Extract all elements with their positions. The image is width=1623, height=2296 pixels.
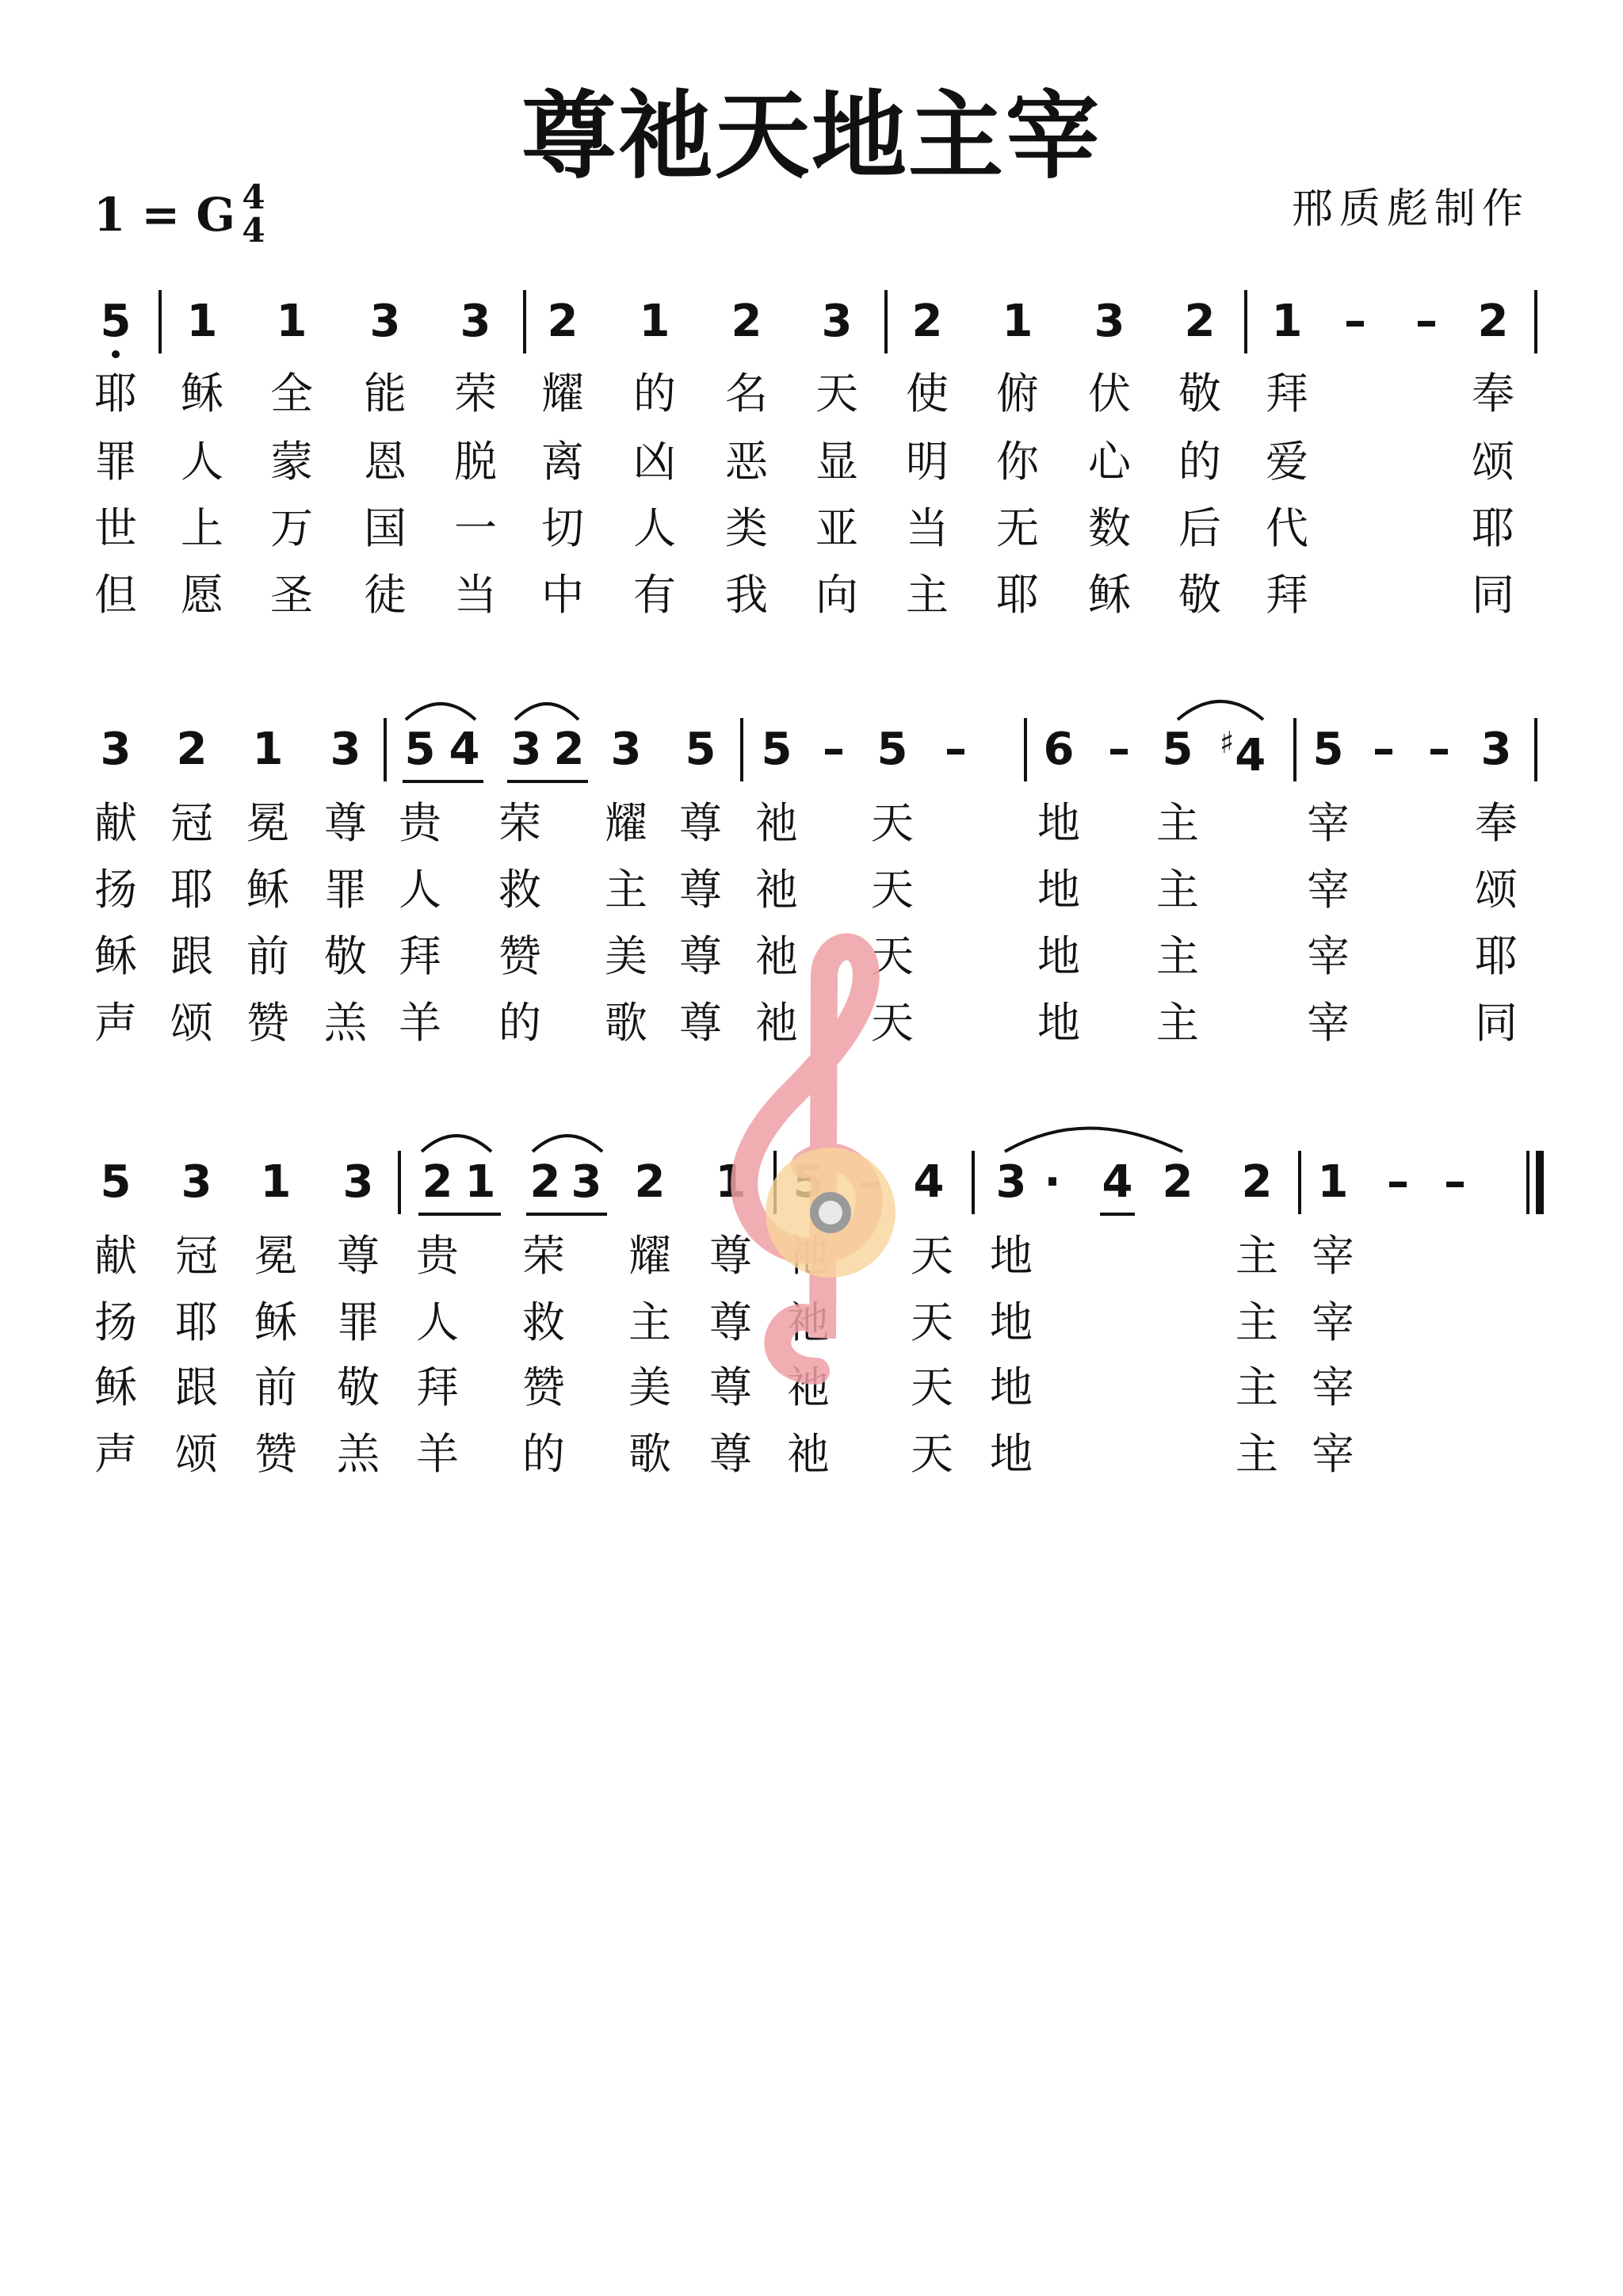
- dash: –: [1428, 724, 1450, 775]
- lyric-char: 主: [1156, 931, 1199, 981]
- note: 5: [685, 724, 716, 775]
- lyric-char: 颂: [170, 998, 213, 1048]
- lyric-char: 主: [1156, 998, 1199, 1048]
- lyric-char: 稣: [246, 865, 289, 915]
- lyric-char: 地: [1037, 798, 1080, 848]
- lyric-char: 声: [94, 998, 137, 1048]
- lyric-char: 凶: [633, 437, 676, 487]
- lyric-char: 我: [725, 570, 768, 620]
- note: 3: [1094, 296, 1125, 347]
- lyric-char: 地: [990, 1429, 1033, 1479]
- lyric-char: 颂: [1472, 437, 1514, 487]
- note: 2: [1477, 296, 1509, 347]
- note: 5: [100, 1156, 132, 1208]
- lyric-char: 向: [815, 570, 858, 620]
- lyric-char: 颂: [1475, 865, 1518, 915]
- lyric-char: 地: [1037, 931, 1080, 981]
- lyric-char: 祂: [755, 798, 798, 848]
- lyric-char: 罪: [337, 1297, 380, 1347]
- lyric-char: 恶: [725, 437, 768, 487]
- note: 5: [1312, 724, 1344, 775]
- note: 3: [995, 1156, 1027, 1208]
- lyric-char: 敬: [1178, 369, 1221, 418]
- note: 1: [1002, 296, 1033, 347]
- lyric-char: 稣: [94, 931, 137, 981]
- lyric-char: 主: [906, 570, 949, 620]
- note: 6: [1043, 724, 1075, 775]
- lyric-char: 宰: [1312, 1429, 1354, 1479]
- lyric-char: 尊: [709, 1429, 752, 1479]
- lyric-char: 主: [1235, 1231, 1278, 1281]
- dash: –: [1387, 1156, 1409, 1208]
- slur: [406, 704, 475, 720]
- lyric-char: 拜: [416, 1362, 459, 1412]
- lyric-char: 同: [1475, 998, 1518, 1048]
- lyric-char: 敬: [1178, 570, 1221, 620]
- lyric-char: 全: [270, 369, 313, 418]
- lyric-char: 名: [725, 369, 768, 418]
- dash: –: [945, 724, 967, 775]
- lyric-char: 万: [270, 503, 313, 553]
- lyric-char: 当: [454, 570, 497, 620]
- note: 2: [547, 296, 579, 347]
- lyric-char: 稣: [254, 1297, 297, 1347]
- dash: –: [1108, 724, 1130, 775]
- slur: [422, 1136, 491, 1152]
- note: 2: [634, 1156, 666, 1208]
- lyric-char: 显: [815, 437, 858, 487]
- note: 3: [460, 296, 491, 347]
- lyric-char: 奉: [1475, 798, 1518, 848]
- dash: –: [823, 724, 845, 775]
- note: 1: [1317, 1156, 1349, 1208]
- note: ♯4: [1219, 725, 1266, 781]
- lyric-char: 一: [454, 503, 497, 553]
- lyric-char: 耶: [175, 1297, 218, 1347]
- dash: –: [1444, 1156, 1466, 1208]
- slur: [1005, 1129, 1182, 1152]
- lyric-char: 祂: [787, 1297, 830, 1347]
- note: 1: [464, 1156, 496, 1208]
- lyric-char: 后: [1178, 503, 1221, 553]
- lyric-char: 人: [416, 1297, 459, 1347]
- note: 1: [639, 296, 670, 347]
- lyric-char: 主: [1156, 798, 1199, 848]
- lyric-char: 天: [871, 998, 914, 1048]
- note: 2: [422, 1156, 453, 1208]
- note: 1: [1271, 296, 1303, 347]
- note: 3: [330, 724, 361, 775]
- lyric-char: 跟: [175, 1362, 218, 1412]
- sharp-accidental: ♯: [1219, 725, 1235, 760]
- note: 2: [176, 724, 208, 775]
- lyric-char: 当: [906, 503, 949, 553]
- lyric-char: 尊: [709, 1362, 752, 1412]
- lyric-char: 人: [181, 437, 223, 487]
- lyric-char: 荣: [522, 1231, 565, 1281]
- lyric-char: 世: [94, 503, 137, 553]
- note: 4: [449, 724, 480, 775]
- lyric-char: 天: [815, 369, 858, 418]
- note: 2: [529, 1156, 561, 1208]
- slur: [533, 1136, 602, 1152]
- note: 3: [510, 724, 542, 775]
- dash: –: [1415, 296, 1438, 347]
- lyric-char: 明: [906, 437, 949, 487]
- lyric-char: 歌: [605, 998, 647, 1048]
- lyric-char: 跟: [170, 931, 213, 981]
- lyric-char: 稣: [181, 369, 223, 418]
- note: 3: [342, 1156, 374, 1208]
- lyric-char: 稣: [94, 1362, 137, 1412]
- author-credit: 邢质彪制作: [1291, 185, 1529, 233]
- lyric-char: 天: [871, 931, 914, 981]
- note: 1: [252, 724, 284, 775]
- note: 1: [260, 1156, 292, 1208]
- lyric-char: 愿: [181, 570, 223, 620]
- lyric-char: 羔: [324, 998, 367, 1048]
- note: 3: [610, 724, 642, 775]
- lyric-char: 亚: [815, 503, 858, 553]
- lyric-char: 耀: [628, 1231, 671, 1281]
- lyric-char: 贵: [399, 798, 441, 848]
- lyric-char: 冠: [175, 1231, 218, 1281]
- lyric-char: 荣: [454, 369, 497, 418]
- lyric-char: 敬: [324, 931, 367, 981]
- lyric-char: 罪: [94, 437, 137, 487]
- note: 3: [571, 1156, 602, 1208]
- lyric-char: 宰: [1312, 1362, 1354, 1412]
- lyric-char: 赞: [254, 1429, 297, 1479]
- lyric-char: 尊: [679, 865, 722, 915]
- lyric-char: 中: [541, 570, 584, 620]
- song-title: 尊祂天地主宰: [521, 80, 1102, 192]
- lyric-char: 地: [990, 1297, 1033, 1347]
- key-signature: 1 = G: [94, 188, 235, 242]
- note: 5: [100, 296, 132, 347]
- lyric-char: 徒: [364, 570, 407, 620]
- slur: [1178, 701, 1263, 720]
- augmentation-dot: ·: [1044, 1156, 1061, 1208]
- lyric-char: 献: [94, 1231, 137, 1281]
- lyric-char: 尊: [709, 1297, 752, 1347]
- lyric-char: 贵: [416, 1231, 459, 1281]
- lyric-char: 地: [1037, 998, 1080, 1048]
- lyric-char: 脱: [454, 437, 497, 487]
- lyric-char: 前: [254, 1362, 297, 1412]
- lyric-char: 天: [911, 1231, 953, 1281]
- lyric-char: 羊: [399, 998, 441, 1048]
- lyric-char: 扬: [94, 1297, 137, 1347]
- lyric-char: 祂: [787, 1429, 830, 1479]
- lyric-char: 离: [541, 437, 584, 487]
- lyric-char: 尊: [337, 1231, 380, 1281]
- lyric-char: 天: [911, 1429, 953, 1479]
- lyric-char: 拜: [1266, 570, 1308, 620]
- lyric-char: 宰: [1307, 998, 1350, 1048]
- lyric-char: 人: [399, 865, 441, 915]
- lyric-char: 祂: [787, 1362, 830, 1412]
- lyric-char: 冕: [254, 1231, 297, 1281]
- note: 1: [276, 296, 307, 347]
- lyric-char: 羊: [416, 1429, 459, 1479]
- lyric-char: 赞: [522, 1362, 565, 1412]
- lyric-char: 耶: [1472, 503, 1514, 553]
- lyric-char: 尊: [324, 798, 367, 848]
- lyric-char: 地: [1037, 865, 1080, 915]
- time-signature-top: 4: [242, 178, 265, 216]
- lyric-char: 的: [522, 1429, 565, 1479]
- note: 1: [715, 1156, 747, 1208]
- note: 3: [821, 296, 853, 347]
- lyric-char: 耶: [94, 369, 137, 418]
- lyric-char: 的: [633, 369, 676, 418]
- lyric-char: 祂: [755, 931, 798, 981]
- lyric-char: 冕: [246, 798, 289, 848]
- lyric-char: 羔: [337, 1429, 380, 1479]
- lyric-char: 地: [990, 1231, 1033, 1281]
- note: 2: [1162, 1156, 1193, 1208]
- lyric-char: 主: [628, 1297, 671, 1347]
- lyric-char: 使: [906, 369, 949, 418]
- dash: –: [1344, 296, 1366, 347]
- lyric-char: 尊: [679, 998, 722, 1048]
- lyric-char: 宰: [1307, 865, 1350, 915]
- lyric-char: 宰: [1307, 798, 1350, 848]
- lyric-char: 颂: [175, 1429, 218, 1479]
- lyric-char: 前: [246, 931, 289, 981]
- note: 5: [1162, 724, 1193, 775]
- note: 2: [1184, 296, 1216, 347]
- lyric-char: 主: [605, 865, 647, 915]
- note: 5: [761, 724, 792, 775]
- lyric-char: 类: [725, 503, 768, 553]
- note: 3: [100, 724, 132, 775]
- lyric-char: 拜: [1266, 369, 1308, 418]
- note: 5: [876, 724, 908, 775]
- lyric-char: 能: [364, 369, 407, 418]
- lyric-char: 赞: [498, 931, 541, 981]
- lyric-char: 数: [1088, 503, 1131, 553]
- lyric-char: 荣: [498, 798, 541, 848]
- lyric-char: 拜: [399, 931, 441, 981]
- lyric-char: 献: [94, 798, 137, 848]
- lyric-char: 尊: [679, 798, 722, 848]
- lyric-char: 主: [1235, 1297, 1278, 1347]
- lyric-char: 伏: [1088, 369, 1131, 418]
- lyric-char: 心: [1088, 437, 1131, 487]
- lyric-char: 代: [1266, 503, 1308, 553]
- note: 4: [913, 1156, 945, 1208]
- lyric-char: 主: [1156, 865, 1199, 915]
- lyric-char: 恩: [364, 437, 407, 487]
- dash: –: [1373, 724, 1395, 775]
- note: 3: [1480, 724, 1512, 775]
- lyric-char: 奉: [1472, 369, 1514, 418]
- note: 2: [553, 724, 585, 775]
- lyric-char: 宰: [1307, 931, 1350, 981]
- lyric-char: 切: [541, 503, 584, 553]
- lyric-char: 国: [364, 503, 407, 553]
- lyric-char: 稣: [1088, 570, 1131, 620]
- lyric-char: 祂: [755, 998, 798, 1048]
- lyric-char: 俯: [996, 369, 1039, 418]
- lyric-char: 尊: [679, 931, 722, 981]
- note: 4: [1102, 1156, 1133, 1208]
- lyric-char: 耶: [1475, 931, 1518, 981]
- lyric-char: 美: [628, 1362, 671, 1412]
- lyric-char: 祂: [755, 865, 798, 915]
- slur: [515, 704, 579, 720]
- lyric-char: 赞: [246, 998, 289, 1048]
- lyric-char: 上: [181, 503, 223, 553]
- lyric-char: 圣: [270, 570, 313, 620]
- lyric-char: 耀: [605, 798, 647, 848]
- lyric-char: 天: [911, 1362, 953, 1412]
- lyric-char: 歌: [628, 1429, 671, 1479]
- lyric-char: 主: [1235, 1362, 1278, 1412]
- time-signature-bottom: 4: [242, 211, 265, 250]
- lyric-char: 人: [633, 503, 676, 553]
- lyric-char: 地: [990, 1362, 1033, 1412]
- lyric-char: 天: [871, 798, 914, 848]
- note: 2: [911, 296, 943, 347]
- lyric-char: 宰: [1312, 1231, 1354, 1281]
- treble-clef-disc-icon: [697, 927, 935, 1387]
- lyric-char: 的: [1178, 437, 1221, 487]
- lyric-char: 救: [522, 1297, 565, 1347]
- lyric-char: 你: [996, 437, 1039, 487]
- lyric-char: 但: [94, 570, 137, 620]
- lyric-char: 冠: [170, 798, 213, 848]
- lyric-char: 救: [498, 865, 541, 915]
- note: 2: [1241, 1156, 1273, 1208]
- lyric-char: 罪: [324, 865, 367, 915]
- lyric-char: 敬: [337, 1362, 380, 1412]
- lyric-char: 美: [605, 931, 647, 981]
- lyric-char: 同: [1472, 570, 1514, 620]
- lyric-char: 宰: [1312, 1297, 1354, 1347]
- lyric-char: 爱: [1266, 437, 1308, 487]
- note: 3: [369, 296, 401, 347]
- lyric-char: 耶: [996, 570, 1039, 620]
- lyric-char: 无: [996, 503, 1039, 553]
- note: 1: [186, 296, 218, 347]
- lyric-char: 扬: [94, 865, 137, 915]
- lyric-char: 蒙: [270, 437, 313, 487]
- lyric-char: 耀: [541, 369, 584, 418]
- lyric-char: 主: [1235, 1429, 1278, 1479]
- lyric-char: 尊: [709, 1231, 752, 1281]
- lyric-char: 耶: [170, 865, 213, 915]
- note: 5: [404, 724, 436, 775]
- note: 2: [731, 296, 762, 347]
- lyric-char: 声: [94, 1429, 137, 1479]
- lyric-char: 的: [498, 998, 541, 1048]
- lyric-char: 天: [871, 865, 914, 915]
- note: 3: [181, 1156, 212, 1208]
- lyric-char: 有: [633, 570, 676, 620]
- lyric-char: 天: [911, 1297, 953, 1347]
